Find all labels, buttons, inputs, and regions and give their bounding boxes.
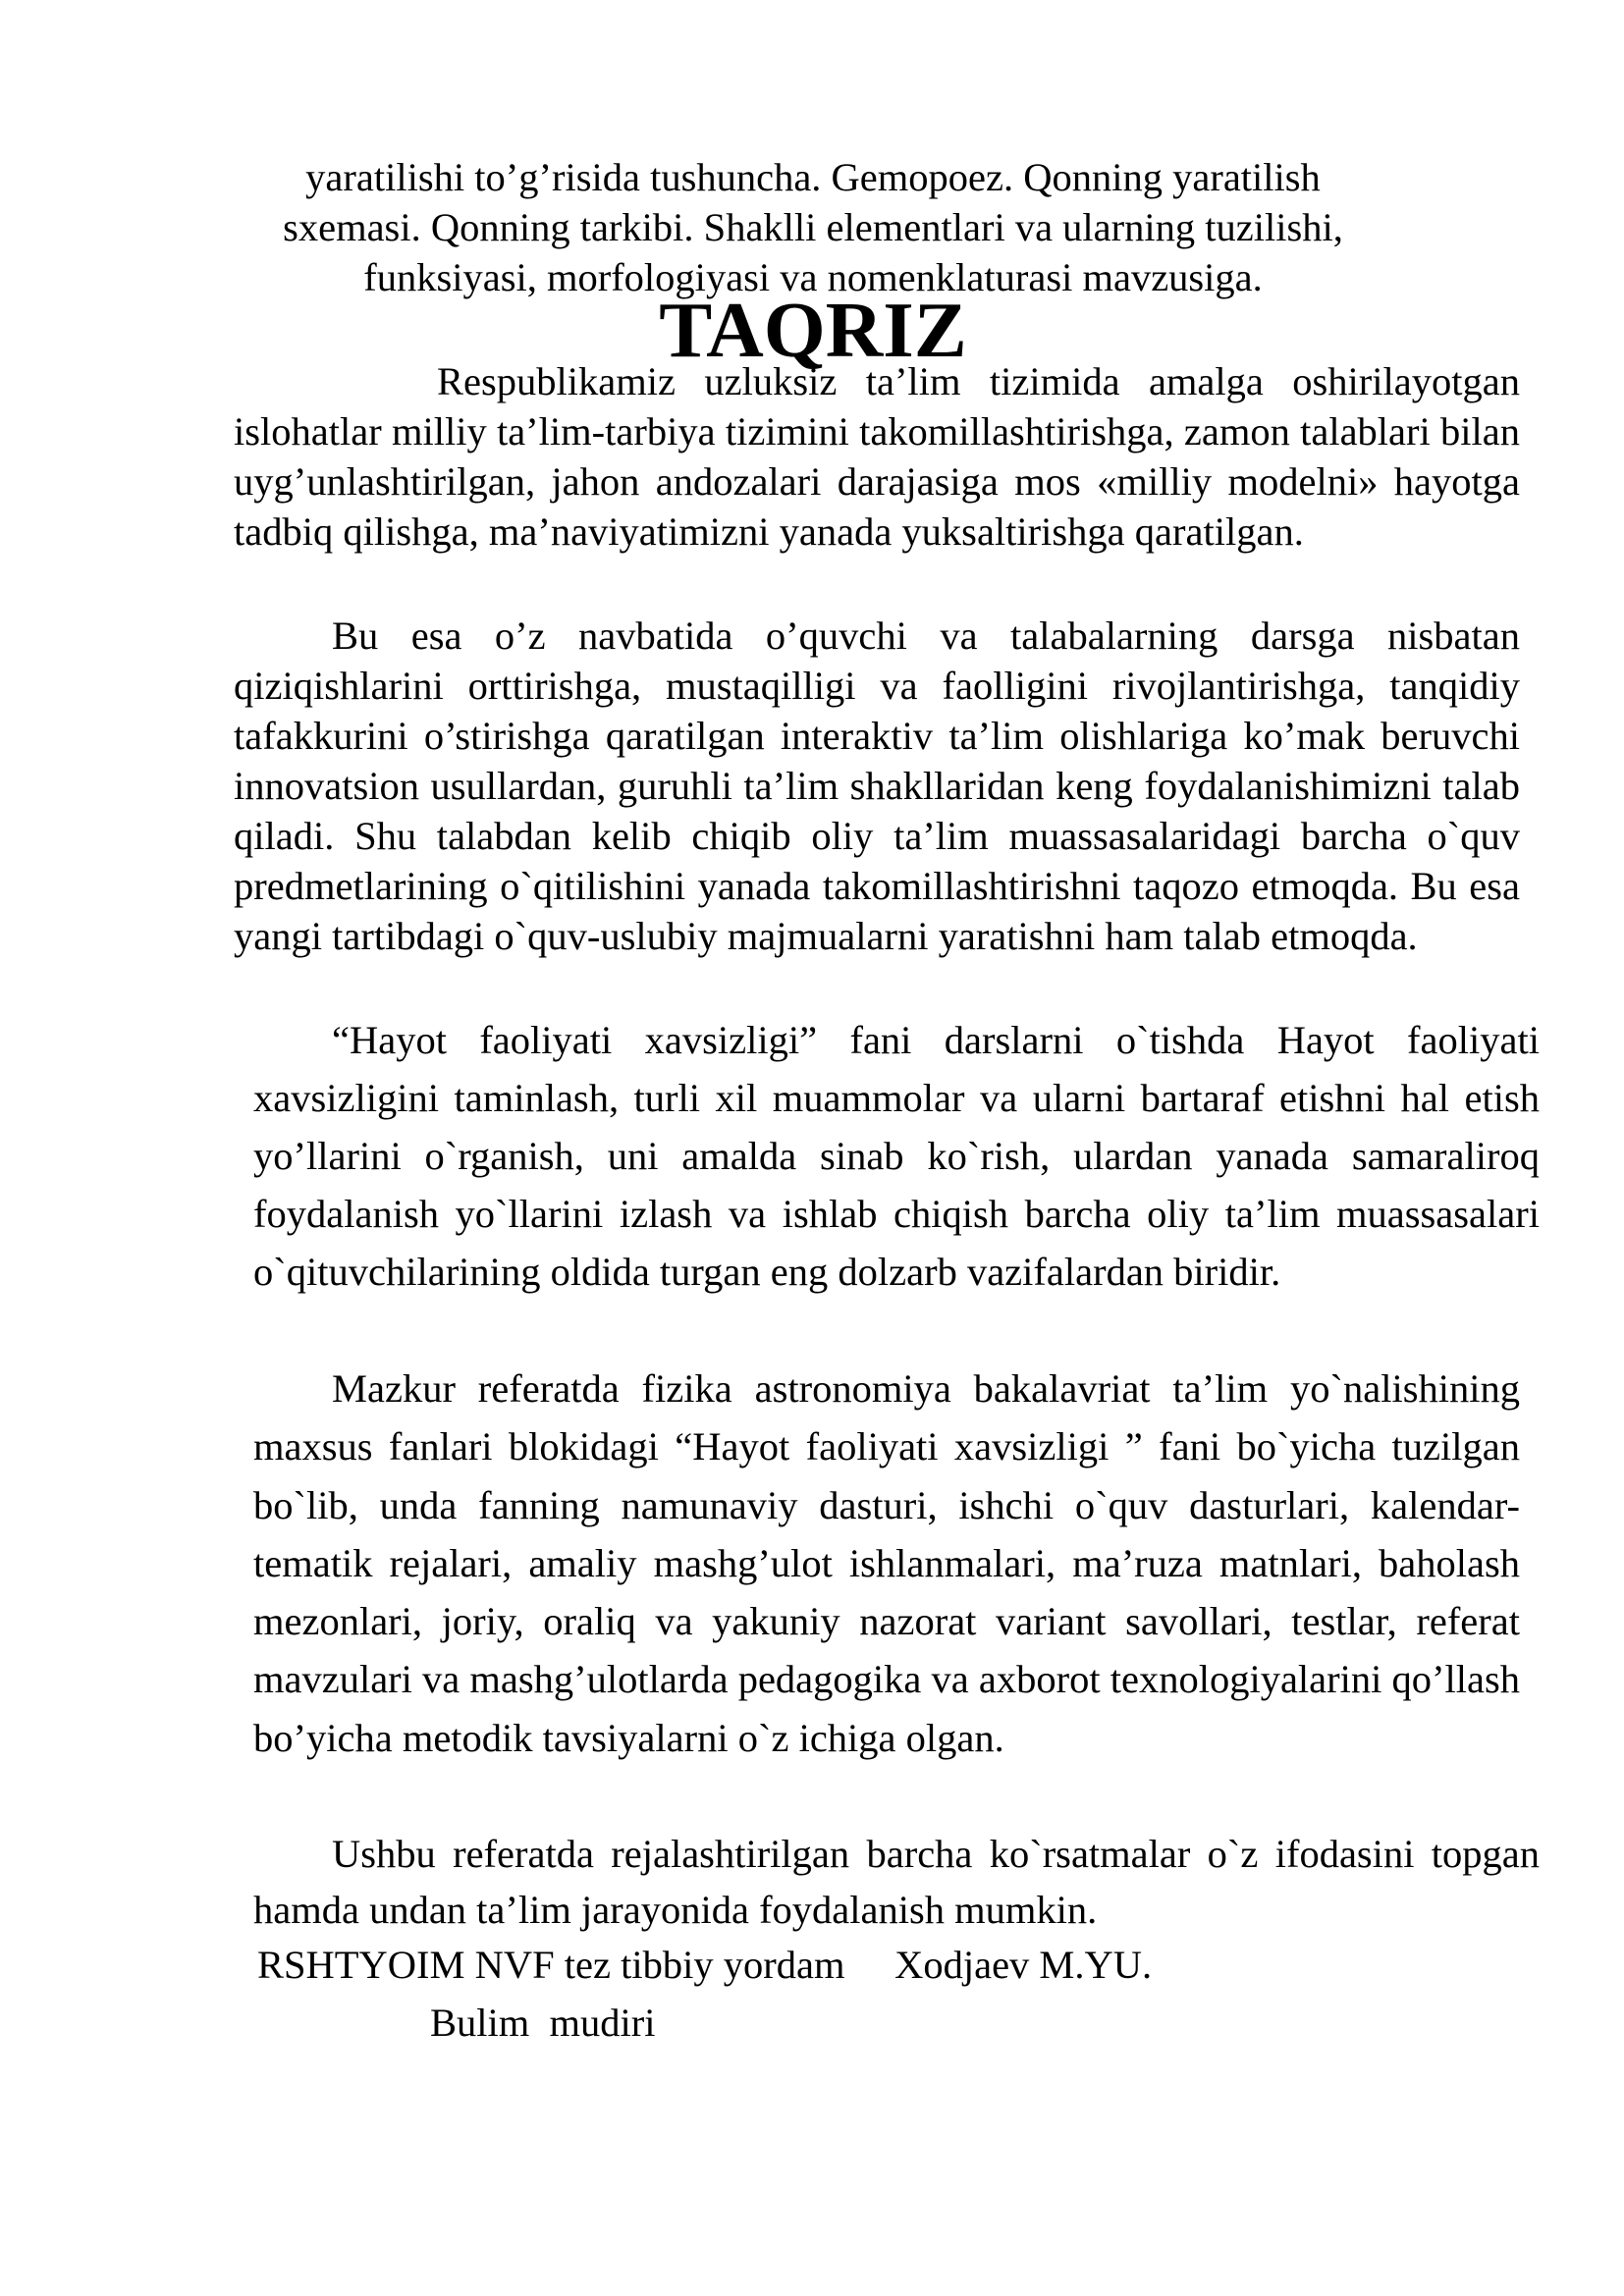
signature-role: Bulim mudiri (430, 2001, 656, 2045)
paragraph-4: Mazkur referatda fizika astronomiya bakalavriat ta’lim yo`nalishining maxsus fanlari blokidagi “Hayot faoliyati xavsizligi ” fani bo`yicha tuzilgan bo`lib, unda fanning namunaviy dasturi, ishchi o`quv dasturlari, kalendar-tematik rejalari, amaliy mashg’ulot ishlanmalari, ma’ruza matnlari, baholash mezonlari, joriy, oraliq va yakuniy nazorat variant savollari, testlar, referat mavzulari va mashg’ulotlarda pedagogika va axborot texnologiyalarini qo’llash bo’yicha metodik tavsiyalarni o`z ichiga olgan. (253, 1366, 1520, 1760)
paragraph-2: Bu esa o’z navbatida o’quvchi va talabalarning darsga nisbatan qiziqishlarini orttirishga, mustaqilligi va faolligini rivojlantirishga, tanqidiy tafakkurini o’stirishga qaratilgan interaktiv ta’lim olishlariga ko’mak beruvchi innovatsion usullardan, guruhli ta’lim shakllaridan keng foydalanishimizni talab qiladi. Shu talabdan kelib chiqib oliy ta’lim muassasalaridagi barcha o`quv predmetlarining o`qitilishini yanada takomillashtirishni taqozo etmoqda. Bu esa yangi tartibdagi o`quv-uslubiy majmualarni yaratishni ham talab etmoqda. (234, 614, 1520, 958)
document-title: TAQRIZ (659, 286, 967, 374)
topic-line: yaratilishi to’g’risida tushuncha. Gemopoez. Qonning yaratilish (305, 155, 1321, 199)
topic-line: sxemasi. Qonning tarkibi. Shaklli elementlari va ularning tuzilishi, (283, 205, 1343, 249)
signature-line: RSHTYOIM NVF tez tibbiy yordam Xodjaev M.YU. (257, 1943, 1153, 1987)
topic-line: funksiyasi, morfologiyasi va nomenklaturasi mavzusiga. (363, 255, 1263, 299)
paragraph-3: “Hayot faoliyati xavsizligi” fani darslarni o`tishda Hayot faoliyati xavsizligini taminlash, turli xil muammolar va ularni bartaraf etishni hal etish yo’llarini o`rganish, uni amalda sinab ko`rish, ulardan yanada samaraliroq foydalanish yo`llarini izlash va ishlab chiqish barcha oliy ta’lim muassasalari o`qituvchilarining oldida turgan eng dolzarb vazifalardan biridir. (253, 1018, 1540, 1294)
topic-heading (234, 152, 1392, 302)
paragraph-5: Ushbu referatda rejalashtirilgan barcha ko`rsatmalar o`z ifodasini topgan hamda undan ta’lim jarayonida foydalanish mumkin. (253, 1832, 1540, 1932)
paragraph-1: Respublikamiz uzluksiz ta’lim tizimida amalga oshirilayotgan islohatlar milliy ta’lim-tarbiya tizimini takomillashtirishga, zamon talablari bilan uyg’unlashtirilgan, jahon andozalari darajasiga mos «milliy modelni» hayotga tadbiq qilishga, ma’naviyatimizni yanada yuksaltirishga qaratilgan. (234, 359, 1520, 554)
